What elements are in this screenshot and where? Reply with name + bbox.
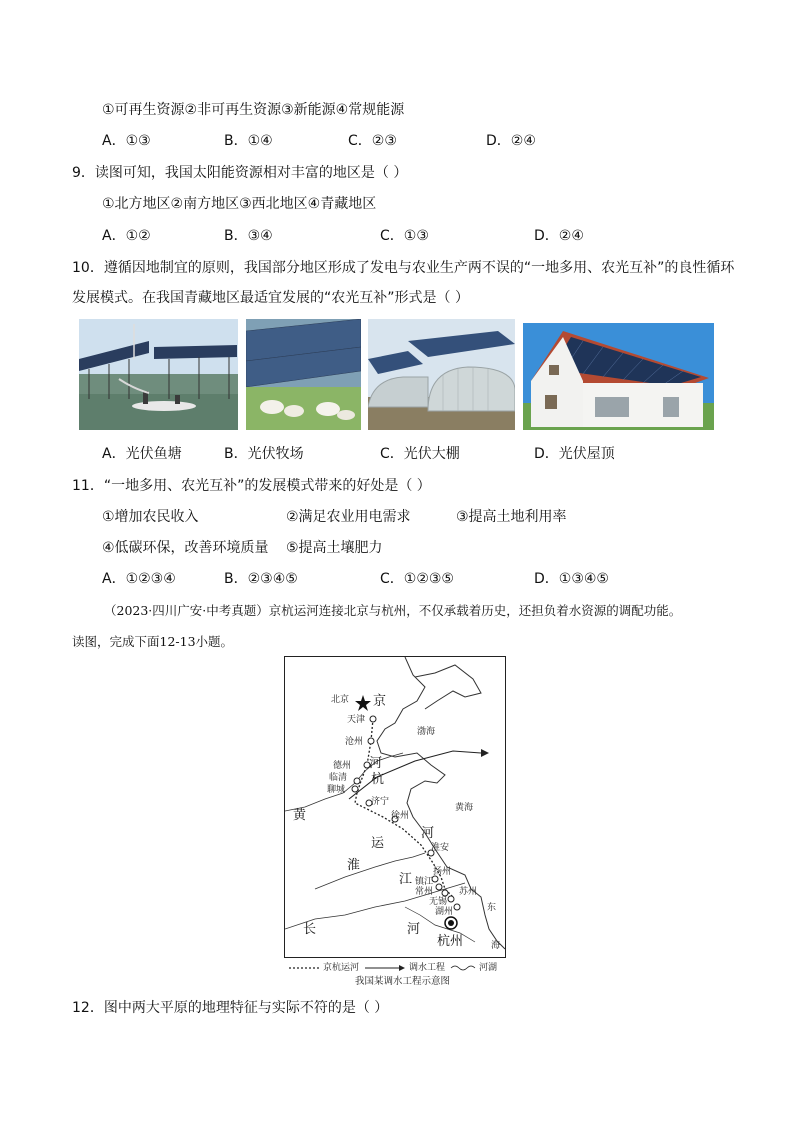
q11-item-1: ①增加农民收入 <box>102 509 199 525</box>
label-jing: 京 <box>373 694 387 709</box>
q8-option-d: D．②④ <box>486 133 536 149</box>
label-wuxi: 无锡 <box>429 897 448 907</box>
q9-option-c: C．①③ <box>380 228 429 244</box>
label-tianjin: 天津 <box>347 715 366 725</box>
q11-stem: 11．“一地多用、农光互补”的发展模式带来的好处是（ ） <box>72 478 431 494</box>
label-hai: 海 <box>491 941 501 951</box>
label-beijing: 北京 <box>331 695 350 705</box>
label-liaocheng: 聊城 <box>327 785 346 795</box>
q8-option-a: A．①③ <box>102 133 151 149</box>
label-huzhou: 湖州 <box>435 907 454 917</box>
label-yangzhou: 扬州 <box>433 867 452 877</box>
q11-option-a: A．①②③④ <box>102 571 176 587</box>
q11-item-4: ④低碳环保，改善环境质量 <box>102 540 269 556</box>
q9-option-d: D．②④ <box>534 228 584 244</box>
label-he-3: 河 <box>407 922 421 937</box>
label-dezhou: 德州 <box>333 761 352 771</box>
legend-lake: 河湖 <box>479 963 498 973</box>
label-he-2: 河 <box>421 826 435 841</box>
q8-option-c: C．②③ <box>348 133 397 149</box>
label-bohai: 渤海 <box>417 727 436 737</box>
label-jining: 济宁 <box>371 797 390 807</box>
q10-option-a: A．光伏鱼塘 <box>102 446 182 462</box>
q8-option-b: B．①④ <box>224 133 273 149</box>
label-suzhou: 苏州 <box>459 887 478 897</box>
label-huaian: 淮安 <box>431 843 450 853</box>
label-changzhou: 常州 <box>415 887 434 897</box>
q9-option-a: A．①② <box>102 228 151 244</box>
q11-item-2: ②满足农业用电需求 <box>286 509 411 525</box>
label-jiang: 江 <box>399 872 413 887</box>
label-he-1: 河 <box>369 756 383 771</box>
photo-greenhouse <box>368 319 515 430</box>
label-yun: 运 <box>371 836 385 851</box>
passage-line2: 读图，完成下面12-13小题。 <box>72 634 234 649</box>
canal-map <box>284 656 506 958</box>
q12-stem: 12．图中两大平原的地理特征与实际不符的是（ ） <box>72 1000 389 1016</box>
q10-stem-line2: 发展模式。在我国青藏地区最适宜发展的“农光互补”形式是（ ） <box>72 290 469 306</box>
passage-line1: （2023·四川广安·中考真题）京杭运河连接北京与杭州，不仅承载着历史，还担负着水资源的调配功能。 <box>104 603 682 618</box>
q11-option-b: B．②③④⑤ <box>224 571 298 587</box>
label-huang: 黄 <box>293 808 307 823</box>
q10-option-d: D．光伏屋顶 <box>534 446 615 462</box>
q11-item-3: ③提高土地利用率 <box>456 509 567 525</box>
q11-option-d: D．①③④⑤ <box>534 571 609 587</box>
label-dong: 东 <box>487 903 497 913</box>
photo-pasture <box>246 319 361 430</box>
label-linqing: 临清 <box>329 773 348 783</box>
legend-canal: 京杭运河 <box>323 963 360 973</box>
q9-option-b: B．③④ <box>224 228 273 244</box>
q8-items: ①可再生资源②非可再生资源③新能源④常规能源 <box>102 102 405 118</box>
label-chang: 长 <box>303 922 317 937</box>
label-xuzhou: 徐州 <box>391 811 410 821</box>
label-hangzhou: 杭州 <box>437 934 464 949</box>
q9-stem: 9．读图可知，我国太阳能资源相对丰富的地区是（ ） <box>72 165 408 181</box>
photo-rooftop <box>523 323 714 430</box>
q11-item-5: ⑤提高土壤肥力 <box>286 540 383 556</box>
label-huanghai: 黄海 <box>455 803 474 813</box>
q11-option-c: C．①②③⑤ <box>380 571 454 587</box>
photo-fish-pond <box>79 319 238 430</box>
q10-stem-line1: 10．遵循因地制宜的原则，我国部分地区形成了发电与农业生产两不误的“一地多用、农光互补”的良性循环 <box>72 260 735 276</box>
label-zhenjiang: 镇江 <box>415 877 434 887</box>
label-huai: 淮 <box>347 858 361 873</box>
q10-option-c: C．光伏大棚 <box>380 446 460 462</box>
q10-option-b: B．光伏牧场 <box>224 446 304 462</box>
legend-diversion: 调水工程 <box>409 963 446 973</box>
label-cangzhou: 沧州 <box>345 737 364 747</box>
q9-items: ①北方地区②南方地区③西北地区④青藏地区 <box>102 196 377 212</box>
star-icon <box>355 695 371 711</box>
map-legend <box>287 962 507 974</box>
map-caption: 我国某调水工程示意图 <box>355 976 451 987</box>
label-hang: 杭 <box>371 772 385 787</box>
